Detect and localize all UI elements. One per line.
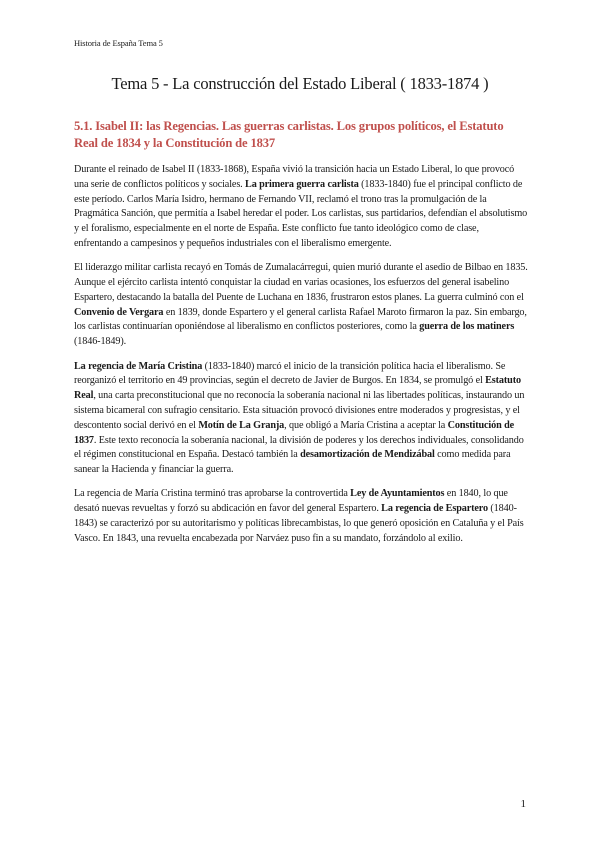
page-number: 1 <box>520 798 526 810</box>
document-title: Tema 5 - La construcción del Estado Liberal ( 1833-1874 ) <box>111 74 489 93</box>
section-heading: 5.1. Isabel II: las Regencias. Las guerras carlistas. Los grupos políticos, el Estatuto Real de 1834 y la Constitución de 1837 <box>74 119 504 150</box>
text-run: El liderazgo militar carlista recayó en Tomás de Zumalacárregui, quien murió durante el asedio de Bilbao en 1835. Aunque el ejército carlista intentó conquistar la ciudad en varias ocasiones, los esfuerzos del general isabelino Espartero, destacando la batalla del Puente de Luchana en 1836, frustraron estos planes. La guerra culminó con el <box>74 262 528 303</box>
bold-term: La regencia de Espartero <box>381 503 488 515</box>
bold-term: Estatuto Real <box>74 375 521 402</box>
text-run: (1833-1840) marcó el inicio de la transición política hacia el liberalismo. Se reorganizó el territorio en 49 provincias, según el decreto de Javier de Burgos. En 1834, se promulgó el <box>74 360 506 387</box>
paragraph-2 <box>74 261 528 350</box>
text-run: La regencia de María Cristina terminó tras aprobarse la controvertida <box>74 488 351 500</box>
paragraph-1 <box>74 163 528 252</box>
text-run: , una carta preconstitucional que no reconocía la soberanía nacional ni las libertades políticas, instaurando un sistema bicameral con sufragio censitario. Esta situación provocó divisiones entre moderados y progresistas, y el descontento social derivó en el <box>74 390 525 431</box>
bold-term: Constitución de 1837 <box>74 419 515 446</box>
paragraph-3 <box>74 360 528 478</box>
text-run: Durante el reinado de Isabel II (1833-1868), España vivió la transición hacia un Estado Liberal, lo que provocó una serie de conflictos políticos y sociales. <box>74 164 515 190</box>
bold-term: La regencia de María Cristina <box>74 360 203 372</box>
bold-term: La primera guerra carlista <box>245 178 359 190</box>
bold-term: Ley de Ayuntamientos <box>350 488 445 500</box>
text-run: (1833-1840) fue el principal conflicto de este período. Carlos María Isidro, hermano de Fernando VII, reclamó el trono tras la promulgación de la Pragmática Sanción, que permitía a Isabel heredar el poder. Los carlistas, sus partidarios, defendían el absolutismo y el foralismo, especialmente en el norte de España. Este conflicto fue tanto ideológico como de clase, enfrentando a campesinos y pequeños industriales con el liberalismo emergente. <box>74 178 528 249</box>
text-run: (1846-1849). <box>74 336 127 348</box>
text-run: en 1839, donde Espartero y el general carlista Rafael Maroto firmaron la paz. Sin embargo, los carlistas continuarían oponiéndose al liberalismo en conflictos posteriores, como la <box>74 306 527 333</box>
text-run: en 1840, lo que desató nuevas revueltas y forzó su abdicación en favor del general Espartero. <box>74 488 508 515</box>
bold-term: Motín de La Granja <box>198 419 285 431</box>
bold-term: guerra de los matiners <box>419 321 515 333</box>
bold-term: Convenio de Vergara <box>74 306 164 318</box>
text-run: . Este texto reconocía la soberanía nacional, la división de poderes y los derechos individuales, consolidando el régimen constitucional en España. Destacó también la <box>74 434 524 461</box>
text-run: como medida para sanear la Hacienda y financiar la guerra. <box>74 449 511 476</box>
text-run: , que obligó a María Cristina a aceptar la <box>284 419 448 431</box>
paragraph-4 <box>74 487 528 546</box>
running-header: Historia de España Tema 5 <box>74 38 163 48</box>
document-body <box>74 163 528 556</box>
bold-term: desamortización de Mendizábal <box>300 449 435 461</box>
text-run: (1840-1843) se caracterizó por su autoritarismo y políticas librecambistas, lo que generó oposición en Cataluña y el País Vasco. En 1843, una revuelta encabezada por Narváez puso fin a su mandato, forzándolo al exilio. <box>74 503 524 544</box>
